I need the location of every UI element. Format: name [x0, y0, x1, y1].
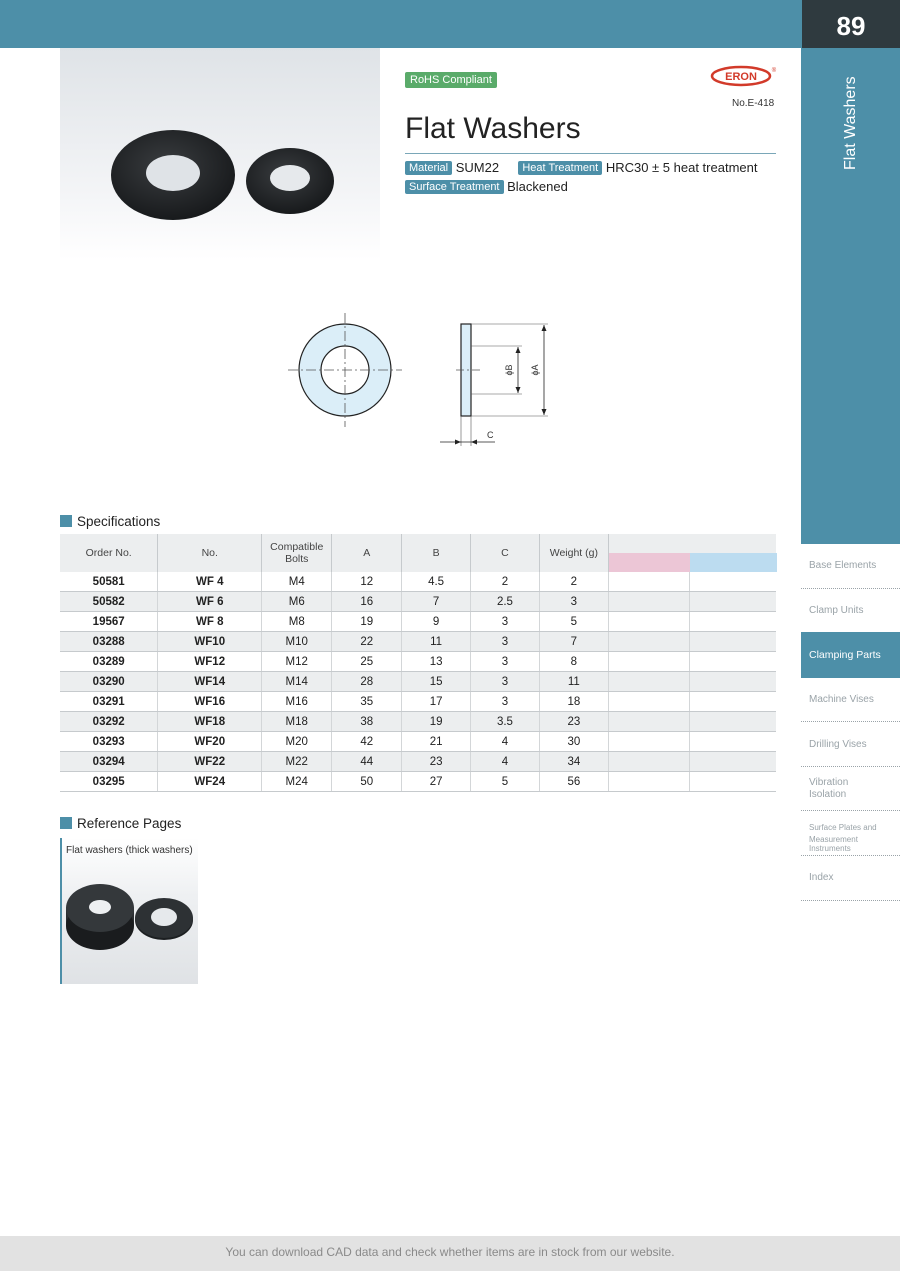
nav-divider: [801, 810, 900, 811]
no-cell: WF12: [158, 652, 262, 672]
nav-isolation[interactable]: Isolation: [809, 789, 847, 800]
col-bolts: Compatible Bolts: [262, 534, 332, 572]
empty-cell: [608, 752, 689, 772]
b-cell: 19: [402, 712, 471, 732]
a-cell: 38: [332, 712, 402, 732]
nav-base-elements[interactable]: Base Elements: [809, 560, 877, 571]
surface-line: [405, 179, 568, 194]
col-no: No.: [158, 534, 262, 572]
reference-heading: [60, 816, 181, 831]
bolt-cell: M18: [262, 712, 332, 732]
weight-cell: 18: [539, 692, 608, 712]
table-row: [60, 632, 776, 652]
no-cell: WF 4: [158, 572, 262, 592]
heat-tag: Heat Treatment: [518, 161, 602, 175]
weight-cell: 23: [539, 712, 608, 732]
a-cell: 28: [332, 672, 402, 692]
reference-card[interactable]: [60, 838, 198, 984]
no-cell: WF 6: [158, 592, 262, 612]
nav-measurement[interactable]: Measurement Instruments: [809, 835, 858, 853]
order-no-cell: 50582: [60, 592, 158, 612]
logo-registered: ®: [771, 68, 777, 74]
empty-cell: [689, 612, 776, 632]
table-row: [60, 732, 776, 752]
order-no-cell: 03293: [60, 732, 158, 752]
col-weight: Weight (g): [539, 534, 608, 572]
col-blank: [608, 534, 776, 572]
surface-value: Blackened: [507, 179, 568, 194]
product-number: No.E-418: [732, 98, 775, 109]
no-cell: WF20: [158, 732, 262, 752]
weight-cell: 5: [539, 612, 608, 632]
nav-surface-plates[interactable]: Surface Plates and: [809, 823, 877, 832]
page-number: 89: [802, 0, 900, 48]
technical-drawing: [280, 310, 580, 455]
c-cell: 3: [471, 672, 540, 692]
bolt-cell: M16: [262, 692, 332, 712]
title-divider: [405, 153, 776, 154]
nav-divider: [801, 721, 900, 722]
section-square-icon: [60, 817, 72, 829]
empty-cell: [608, 772, 689, 792]
order-no-cell: 03295: [60, 772, 158, 792]
empty-cell: [689, 592, 776, 612]
nav-divider: [801, 900, 900, 901]
nav-index[interactable]: Index: [809, 872, 834, 883]
col-c: C: [471, 534, 540, 572]
weight-cell: 11: [539, 672, 608, 692]
bolt-cell: M4: [262, 572, 332, 592]
blue-header-cell: [690, 553, 777, 572]
empty-cell: [689, 652, 776, 672]
table-row: [60, 572, 776, 592]
material-tag: Material: [405, 161, 452, 175]
b-cell: 9: [402, 612, 471, 632]
nav-divider: [801, 588, 900, 589]
bolt-cell: M6: [262, 592, 332, 612]
specifications-heading-text: Specifications: [77, 514, 161, 529]
empty-cell: [608, 632, 689, 652]
empty-cell: [689, 772, 776, 792]
c-cell: 3: [471, 612, 540, 632]
col-b: B: [402, 534, 471, 572]
reference-heading-text: Reference Pages: [77, 816, 182, 831]
material-line: [405, 160, 757, 175]
bolt-cell: M10: [262, 632, 332, 652]
no-cell: WF22: [158, 752, 262, 772]
c-cell: 4: [471, 752, 540, 772]
table-header-row: [60, 534, 776, 572]
order-no-cell: 03289: [60, 652, 158, 672]
bolt-cell: M14: [262, 672, 332, 692]
empty-cell: [608, 712, 689, 732]
c-cell: 2.5: [471, 592, 540, 612]
no-cell: WF 8: [158, 612, 262, 632]
order-no-cell: 50581: [60, 572, 158, 592]
table-row: [60, 612, 776, 632]
no-cell: WF14: [158, 672, 262, 692]
bolt-cell: M22: [262, 752, 332, 772]
a-cell: 42: [332, 732, 402, 752]
surface-tag: Surface Treatment: [405, 180, 504, 194]
dim-label-b: ϕB: [504, 364, 514, 376]
empty-cell: [608, 732, 689, 752]
bolt-cell: M20: [262, 732, 332, 752]
empty-cell: [608, 692, 689, 712]
weight-cell: 2: [539, 572, 608, 592]
thick-washers-image: [62, 838, 198, 984]
nav-clamp-units[interactable]: Clamp Units: [809, 605, 864, 616]
empty-cell: [689, 692, 776, 712]
empty-cell: [689, 732, 776, 752]
bolt-cell: M24: [262, 772, 332, 792]
table-row: [60, 752, 776, 772]
order-no-cell: 19567: [60, 612, 158, 632]
nav-divider: [801, 766, 900, 767]
nav-drilling-vises[interactable]: Drilling Vises: [809, 739, 867, 750]
eron-logo: [710, 65, 778, 92]
reference-card-label[interactable]: Flat washers (thick washers): [66, 845, 193, 856]
page-title: Flat Washers: [405, 112, 581, 145]
washers-image: [60, 48, 380, 260]
empty-cell: [689, 712, 776, 732]
c-cell: 4: [471, 732, 540, 752]
footer: You can download CAD data and check whether items are in stock from our website.: [0, 1236, 900, 1271]
table-row: [60, 772, 776, 792]
table-row: [60, 592, 776, 612]
no-cell: WF10: [158, 632, 262, 652]
material-value: SUM22: [455, 160, 500, 175]
dim-label-c: C: [487, 430, 494, 440]
empty-cell: [608, 672, 689, 692]
empty-cell: [689, 752, 776, 772]
empty-cell: [689, 672, 776, 692]
c-cell: 5: [471, 772, 540, 792]
order-no-cell: 03292: [60, 712, 158, 732]
b-cell: 21: [402, 732, 471, 752]
b-cell: 15: [402, 672, 471, 692]
header-bar: [0, 0, 900, 48]
nav-clamping-parts[interactable]: Clamping Parts: [801, 632, 900, 678]
b-cell: 23: [402, 752, 471, 772]
no-cell: WF24: [158, 772, 262, 792]
table-row: [60, 672, 776, 692]
empty-cell: [608, 652, 689, 672]
specifications-heading: [60, 514, 160, 529]
weight-cell: 3: [539, 592, 608, 612]
order-no-cell: 03288: [60, 632, 158, 652]
nav-machine-vises[interactable]: Machine Vises: [809, 694, 874, 705]
table-row: [60, 652, 776, 672]
product-photo: [60, 48, 380, 260]
b-cell: 13: [402, 652, 471, 672]
nav-divider: [801, 855, 900, 856]
a-cell: 19: [332, 612, 402, 632]
empty-cell: [689, 632, 776, 652]
empty-cell: [608, 572, 689, 592]
heat-value: HRC30 ± 5 heat treatment: [605, 160, 758, 175]
order-no-cell: 03291: [60, 692, 158, 712]
col-order-no: Order No.: [60, 534, 158, 572]
side-tab-title-wrap: [832, 70, 868, 180]
a-cell: 22: [332, 632, 402, 652]
table-row: [60, 712, 776, 732]
no-cell: WF18: [158, 712, 262, 732]
b-cell: 17: [402, 692, 471, 712]
weight-cell: 34: [539, 752, 608, 772]
empty-cell: [608, 592, 689, 612]
a-cell: 16: [332, 592, 402, 612]
pink-header-cell: [609, 553, 690, 572]
bolt-cell: M12: [262, 652, 332, 672]
rohs-badge: RoHS Compliant: [405, 72, 497, 88]
table-row: [60, 692, 776, 712]
a-cell: 35: [332, 692, 402, 712]
empty-cell: [689, 572, 776, 592]
logo-text: ERON: [725, 71, 757, 83]
col-a: A: [332, 534, 402, 572]
c-cell: 3: [471, 632, 540, 652]
side-tab-title: Flat Washers: [842, 76, 859, 170]
dim-label-a: ϕA: [530, 364, 540, 376]
b-cell: 7: [402, 592, 471, 612]
b-cell: 4.5: [402, 572, 471, 592]
empty-cell: [608, 612, 689, 632]
specifications-table: [60, 534, 776, 792]
bolt-cell: M8: [262, 612, 332, 632]
c-cell: 3.5: [471, 712, 540, 732]
b-cell: 27: [402, 772, 471, 792]
c-cell: 3: [471, 692, 540, 712]
nav-vibration[interactable]: Vibration: [809, 777, 849, 788]
c-cell: 2: [471, 572, 540, 592]
a-cell: 12: [332, 572, 402, 592]
b-cell: 11: [402, 632, 471, 652]
a-cell: 25: [332, 652, 402, 672]
a-cell: 50: [332, 772, 402, 792]
weight-cell: 8: [539, 652, 608, 672]
order-no-cell: 03294: [60, 752, 158, 772]
order-no-cell: 03290: [60, 672, 158, 692]
weight-cell: 56: [539, 772, 608, 792]
weight-cell: 7: [539, 632, 608, 652]
a-cell: 44: [332, 752, 402, 772]
section-square-icon: [60, 515, 72, 527]
c-cell: 3: [471, 652, 540, 672]
weight-cell: 30: [539, 732, 608, 752]
no-cell: WF16: [158, 692, 262, 712]
